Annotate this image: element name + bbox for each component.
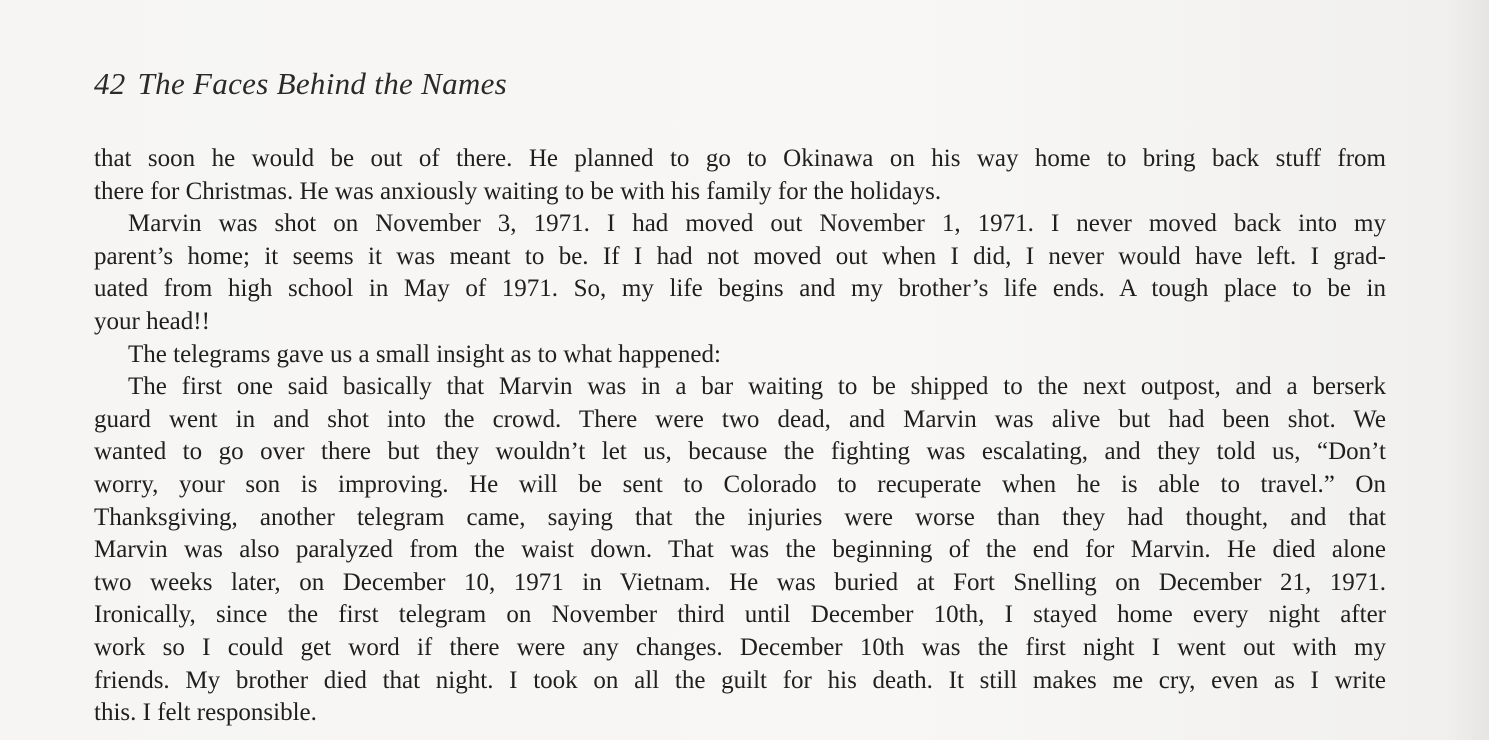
text-line: there for Christmas. He was anxiously waiting to be with his family for the holidays. — [94, 177, 942, 205]
text-line: parent’s home; it seems it was meant to be. If I had not moved out when I did, I never would have left. I grad- — [94, 242, 1386, 270]
body-text — [94, 143, 1386, 730]
text-line: work so I could get word if there were any changes. December 10th was the first night I went out with my — [94, 633, 1386, 661]
text-line: Thanksgiving, another telegram came, saying that the injuries were worse than they had thought, and that — [94, 503, 1386, 531]
page-number: 42 — [94, 66, 126, 101]
text-line: friends. My brother died that night. I took on all the guilt for his death. It still makes me cry, even as I write — [94, 666, 1386, 694]
text-line: your head!! — [94, 307, 210, 335]
text-line: The telegrams gave us a small insight as to what happened: — [128, 340, 721, 368]
text-line: worry, your son is improving. He will be sent to Colorado to recuperate when he is able to travel.” On — [94, 470, 1386, 498]
text-line: that soon he would be out of there. He planned to go to Okinawa on his way home to bring back stuff from — [94, 145, 1386, 172]
running-head — [94, 66, 507, 102]
text-line: Marvin was shot on November 3, 1971. I had moved out November 1, 1971. I never moved back into my — [128, 210, 1386, 238]
text-line: guard went in and shot into the crowd. There were two dead, and Marvin was alive but had been shot. We — [94, 405, 1386, 433]
text-line: two weeks later, on December 10, 1971 in Vietnam. He was buried at Fort Snelling on December 21, 1971. — [94, 568, 1386, 596]
text-line: this. I felt responsible. — [94, 699, 317, 727]
text-line: The first one said basically that Marvin was in a bar waiting to be shipped to the next outpost, and a berserk — [128, 373, 1386, 401]
text-line: wanted to go over there but they wouldn’t let us, because the fighting was escalating, and they told us, “Don’t — [94, 438, 1386, 466]
book-title: The Faces Behind the Names — [137, 66, 507, 101]
text-line: Marvin was also paralyzed from the waist down. That was the beginning of the end for Marvin. He died alone — [94, 536, 1386, 564]
text-line: uated from high school in May of 1971. So, my life begins and my brother’s life ends. A tough place to be in — [94, 275, 1386, 303]
text-line: Ironically, since the first telegram on November third until December 10th, I stayed home every night after — [94, 601, 1386, 629]
